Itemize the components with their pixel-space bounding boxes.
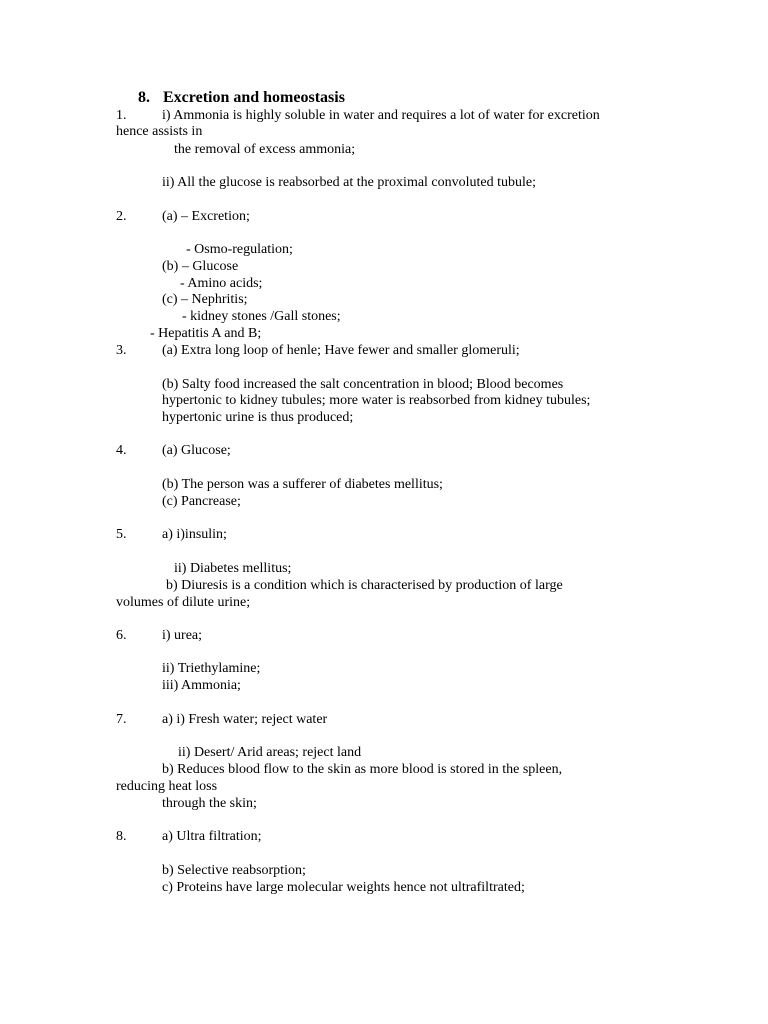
answer-line: hypertonic to kidney tubules; more water is reabsorbed from kidney tubules; bbox=[162, 393, 591, 408]
answer-line: ii) All the glucose is reabsorbed at the proximal convoluted tubule; bbox=[162, 175, 537, 190]
question-number: 3. bbox=[116, 343, 127, 358]
answer-line: (c) – Nephritis; bbox=[162, 292, 248, 307]
answer-line: (a) Extra long loop of henle; Have fewer and smaller glomeruli; bbox=[162, 343, 520, 358]
answer-line: c) Proteins have large molecular weights hence not ultrafiltrated; bbox=[162, 880, 525, 895]
answer-line: a) i)insulin; bbox=[162, 527, 227, 542]
section-number: 8. bbox=[138, 89, 150, 106]
answer-line: through the skin; bbox=[162, 796, 257, 811]
page-title: Excretion and homeostasis bbox=[163, 89, 345, 106]
question-number: 7. bbox=[116, 712, 127, 727]
answer-line: - Osmo-regulation; bbox=[186, 242, 293, 257]
answer-line: - Amino acids; bbox=[180, 276, 263, 291]
answer-line: (b) Salty food increased the salt concentration in blood; Blood becomes bbox=[162, 377, 564, 392]
answer-line: b) Selective reabsorption; bbox=[162, 863, 306, 878]
question-number: 6. bbox=[116, 628, 127, 643]
answer-line: b) Reduces blood flow to the skin as more blood is stored in the spleen, bbox=[162, 762, 563, 777]
answer-line: (a) Glucose; bbox=[162, 443, 231, 458]
answer-line: a) i) Fresh water; reject water bbox=[162, 712, 328, 727]
question-number: 1. bbox=[116, 108, 127, 123]
answer-line: hypertonic urine is thus produced; bbox=[162, 410, 354, 425]
question-number: 4. bbox=[116, 443, 127, 458]
answer-line: (b) – Glucose bbox=[162, 259, 239, 274]
answer-line: reducing heat loss bbox=[116, 779, 218, 794]
answer-line: ii) Desert/ Arid areas; reject land bbox=[178, 745, 362, 760]
answer-line: - Hepatitis A and B; bbox=[150, 326, 262, 341]
answer-line: a) Ultra filtration; bbox=[162, 829, 262, 844]
answer-line: the removal of excess ammonia; bbox=[174, 142, 356, 157]
answer-line: ii) Diabetes mellitus; bbox=[174, 561, 292, 576]
answer-line: - kidney stones /Gall stones; bbox=[182, 309, 341, 324]
answer-line: hence assists in bbox=[116, 124, 203, 139]
question-number: 8. bbox=[116, 829, 127, 844]
answer-line: (b) The person was a sufferer of diabetes mellitus; bbox=[162, 477, 443, 492]
question-number: 5. bbox=[116, 527, 127, 542]
answer-line: i) urea; bbox=[162, 628, 203, 643]
answer-line: ii) Triethylamine; bbox=[162, 661, 261, 676]
answer-line: (c) Pancrease; bbox=[162, 494, 241, 509]
answer-line: volumes of dilute urine; bbox=[116, 595, 251, 610]
answer-line: iii) Ammonia; bbox=[162, 678, 241, 693]
answer-line: i) Ammonia is highly soluble in water and requires a lot of water for excretion bbox=[162, 108, 600, 123]
answer-line: b) Diuresis is a condition which is characterised by production of large bbox=[166, 578, 563, 593]
answer-line: (a) – Excretion; bbox=[162, 209, 250, 224]
question-number: 2. bbox=[116, 209, 127, 224]
